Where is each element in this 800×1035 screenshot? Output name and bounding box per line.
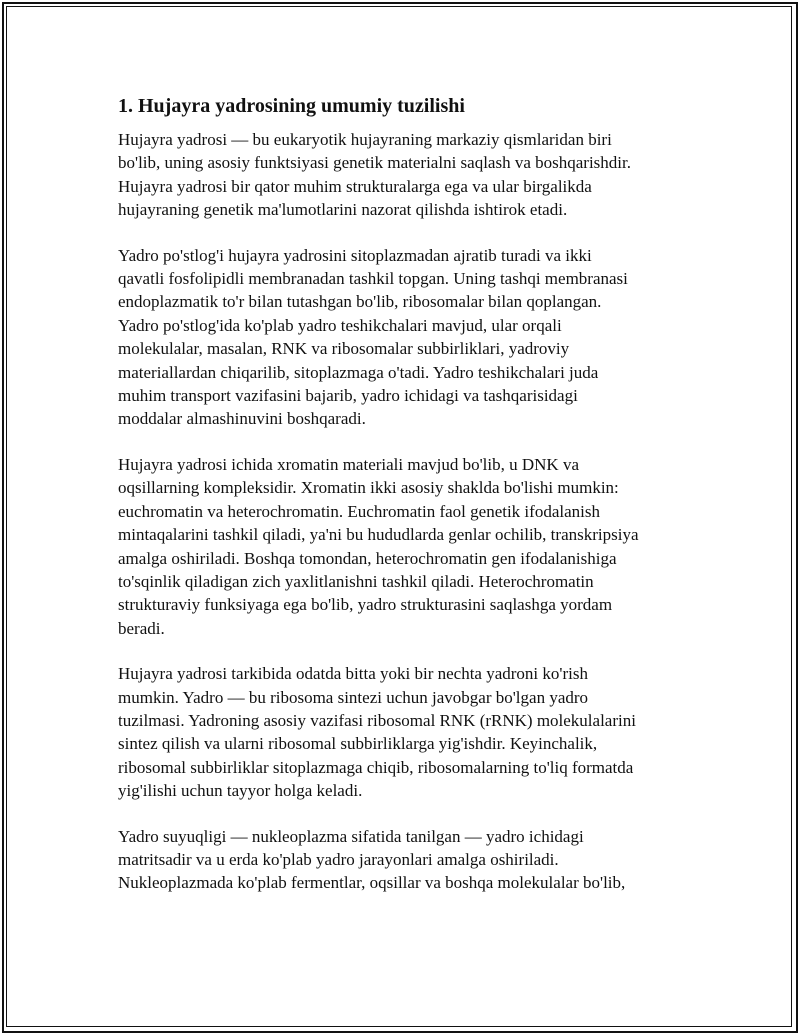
text-line: sintez qilish va ularni ribosomal subbirliklarga yig'ishdir. Keyinchalik, <box>118 734 598 754</box>
text-line: amalga oshiriladi. Boshqa tomondan, heterochromatin gen ifodalanishiga <box>118 548 617 568</box>
text-line: oqsillarning kompleksidir. Xromatin ikki asosiy shaklda bo'lishi mumkin: <box>118 478 619 498</box>
document-body <box>118 94 698 917</box>
paragraph-nucleus-intro <box>118 128 698 222</box>
text-line: to'sqinlik qiladigan zich yaxlitlanishni tashkil qiladi. Heterochromatin <box>118 571 594 591</box>
text-line: bo'lib, uning asosiy funktsiyasi genetik materialni saqlash va boshqarishdir. <box>118 153 631 173</box>
text-line: Yadro po'stlog'i hujayra yadrosini sitoplazmadan ajratib turadi va ikki <box>118 245 592 265</box>
paragraph-chromatin <box>118 453 698 640</box>
text-line: tuzilmasi. Yadroning asosiy vazifasi ribosomal RNK (rRNK) molekulalarini <box>118 710 636 730</box>
text-line: endoplazmatik to'r bilan tutashgan bo'lib, ribosomalar bilan qoplangan. <box>118 292 602 312</box>
text-line: Yadro suyuqligi — nukleoplazma sifatida tanilgan — yadro ichidagi <box>118 826 584 846</box>
text-line: hujayraning genetik ma'lumotlarini nazorat qilishda ishtirok etadi. <box>118 200 568 220</box>
text-line: qavatli fosfolipidli membranadan tashkil topgan. Uning tashqi membranasi <box>118 269 628 289</box>
text-line: strukturaviy funksiyaga ega bo'lib, yadro strukturasini saqlashga yordam <box>118 595 613 615</box>
text-line: Nukleoplazmada ko'plab fermentlar, oqsillar va boshqa molekulalar bo'lib, <box>118 873 626 893</box>
text-line: Hujayra yadrosi bir qator muhim strukturalarga ega va ular birgalikda <box>118 176 592 196</box>
text-line: molekulalar, masalan, RNK va ribosomalar subbirliklari, yadroviy <box>118 339 570 359</box>
text-line: mumkin. Yadro — bu ribosoma sintezi uchun javobgar bo'lgan yadro <box>118 687 589 707</box>
paragraph-nuclear-envelope <box>118 244 698 431</box>
section-heading: 1. Hujayra yadrosining umumiy tuzilishi <box>118 95 465 117</box>
text-line: materiallardan chiqarilib, sitoplazmaga o'tadi. Yadro teshikchalari juda <box>118 362 599 382</box>
text-line: beradi. <box>118 618 165 638</box>
text-line: Hujayra yadrosi — bu eukaryotik hujayraning markaziy qismlaridan biri <box>118 130 612 149</box>
text-line: matritsadir va u erda ko'plab yadro jarayonlari amalga oshiriladi. <box>118 849 559 869</box>
text-line: yig'ilishi uchun tayyor holga keladi. <box>118 781 363 801</box>
text-line: muhim transport vazifasini bajarib, yadro ichidagi va tashqarisidagi <box>118 386 578 406</box>
text-line: ribosomal subbirliklar sitoplazmaga chiqib, ribosomalarning to'liq formatda <box>118 757 634 777</box>
paragraph-nucleoplasm <box>118 825 698 895</box>
text-line: moddalar almashinuvini boshqaradi. <box>118 409 366 429</box>
paragraph-nucleolus <box>118 662 698 802</box>
text-line: Hujayra yadrosi ichida xromatin materiali mavjud bo'lib, u DNK va <box>118 454 580 474</box>
text-line: euchromatin va heterochromatin. Euchromatin faol genetik ifodalanish <box>118 501 600 521</box>
text-line: Yadro po'stlog'ida ko'plab yadro teshikchalari mavjud, ular orqali <box>118 315 562 335</box>
text-line: Hujayra yadrosi tarkibida odatda bitta yoki bir nechta yadroni ko'rish <box>118 664 588 684</box>
text-line: mintaqalarini tashkil qiladi, ya'ni bu hududlarda genlar ochilib, transkripsiya <box>118 525 639 545</box>
